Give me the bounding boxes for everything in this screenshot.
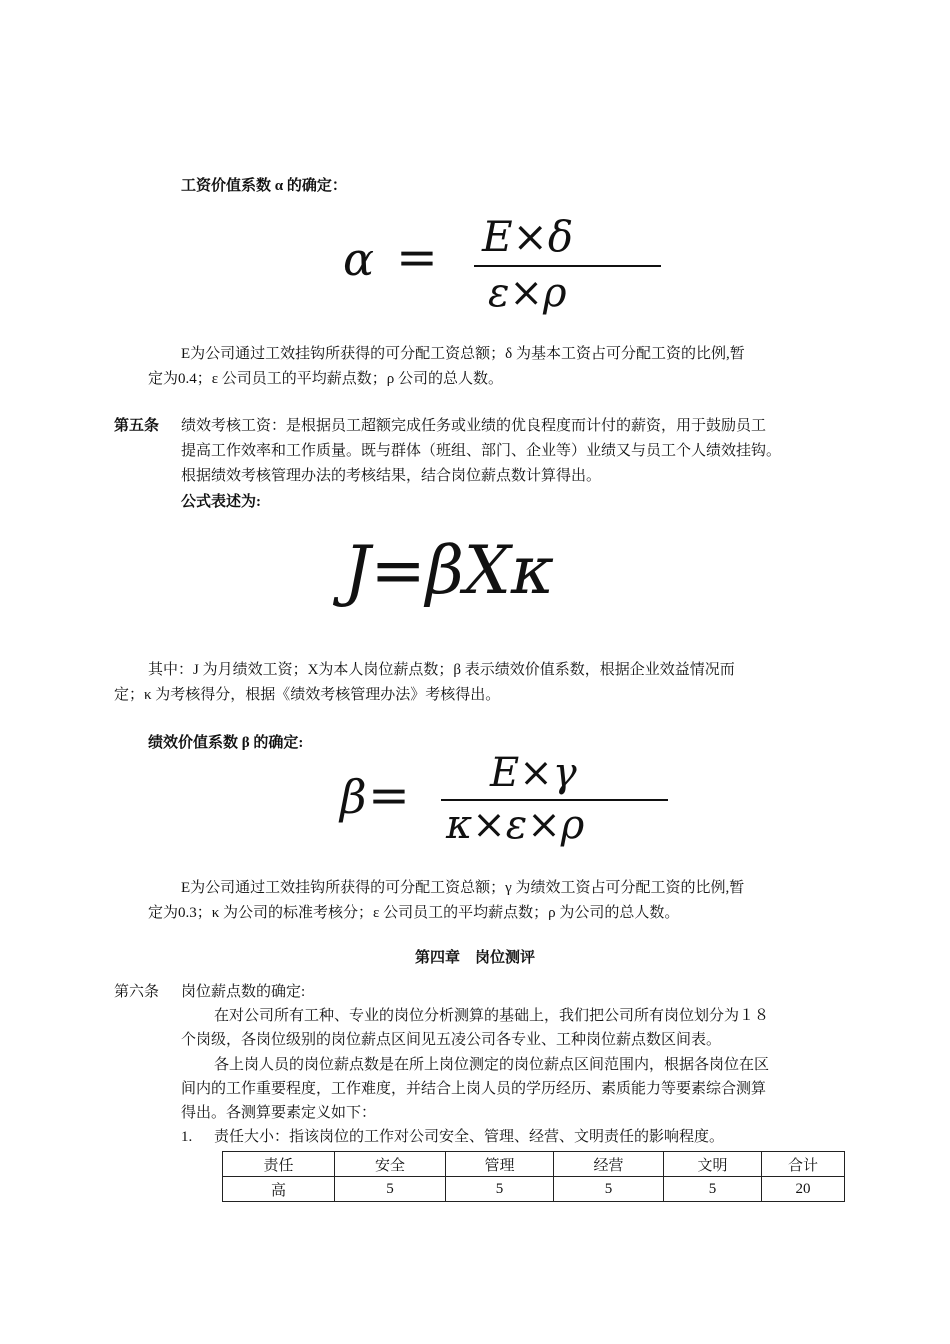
table-header-cell: 责任 — [223, 1152, 335, 1177]
table-cell: 5 — [446, 1177, 554, 1202]
responsibility-table — [222, 1151, 845, 1202]
article5-line3: 根据绩效考核管理办法的考核结果，结合岗位薪点数计算得出。 — [181, 468, 602, 484]
table-cell: 高 — [223, 1177, 335, 1202]
alpha-equals: = — [396, 228, 438, 286]
table-header-cell: 安全 — [335, 1152, 446, 1177]
table-cell: 20 — [762, 1177, 845, 1202]
beta-denominator: κ×ε×ρ — [446, 802, 585, 848]
article6-p2-line1: 各上岗人员的岗位薪点数是在所上岗位测定的岗位薪点区间范围内，根据各岗位在区 — [214, 1057, 770, 1073]
chapter-title: 第四章 岗位测评 — [414, 950, 535, 966]
j-formula: J=βXκ — [344, 532, 555, 609]
alpha-heading: 工资价值系数 α 的确定： — [181, 178, 347, 194]
article5-label: 第五条 — [114, 418, 160, 434]
table-header-cell: 经营 — [554, 1152, 664, 1177]
beta-fraction-bar — [441, 799, 668, 801]
alpha-fraction-bar — [474, 265, 661, 267]
beta-desc-line1: E为公司通过工效挂钩所获得的可分配工资总额；γ 为绩效工资占可分配工资的比例,暂 — [181, 880, 745, 896]
article6-p2-line3: 得出。各测算要素定义如下： — [181, 1105, 377, 1121]
table-header-cell: 管理 — [446, 1152, 554, 1177]
article6-title: 岗位薪点数的确定: — [181, 984, 306, 1000]
beta-lhs: β — [340, 770, 367, 824]
beta-numerator: E×γ — [490, 750, 577, 796]
item1-text: 责任大小：指该岗位的工作对公司安全、管理、经营、文明责任的影响程度。 — [214, 1129, 725, 1145]
alpha-lhs: α — [343, 232, 375, 286]
article5-where-line1: 其中：J 为月绩效工资；X为本人岗位薪点数；β 表示绩效价值系数，根据企业效益情况而 — [148, 662, 735, 678]
table-cell: 5 — [554, 1177, 664, 1202]
article5-line1: 绩效考核工资：是根据员工超额完成任务或业绩的优良程度而计付的薪资，用于鼓励员工 — [181, 418, 767, 434]
table-row — [223, 1177, 845, 1202]
article5-where-line2: 定；κ 为考核得分，根据《绩效考核管理办法》考核得出。 — [114, 687, 501, 703]
alpha-desc-line2: 定为0.4；ε 公司员工的平均薪点数；ρ 公司的总人数。 — [148, 371, 504, 387]
article6-p1-line2: 个岗级，各岗位级别的岗位薪点区间见五凌公司各专业、工种岗位薪点数区间表。 — [181, 1032, 722, 1048]
table-header-cell: 文明 — [664, 1152, 762, 1177]
article5-formula-heading: 公式表述为: — [181, 494, 261, 510]
table-header-row — [223, 1152, 845, 1177]
article5-line2: 提高工作效率和工作质量。既与群体（班组、部门、企业等）业绩又与员工个人绩效挂钩。 — [181, 443, 782, 459]
alpha-desc-line1: E为公司通过工效挂钩所获得的可分配工资总额；δ 为基本工资占可分配工资的比例,暂 — [181, 346, 745, 362]
table-header-cell: 合计 — [762, 1152, 845, 1177]
beta-equals: = — [368, 766, 410, 824]
table-cell: 5 — [664, 1177, 762, 1202]
article6-p2-line2: 间内的工作重要程度，工作难度，并结合上岗人员的学历经历、素质能力等要素综合测算 — [181, 1081, 767, 1097]
item1-number: 1. — [181, 1129, 193, 1145]
article6-p1-line1: 在对公司所有工种、专业的岗位分析测算的基础上，我们把公司所有岗位划分为１８ — [214, 1008, 770, 1024]
alpha-denominator: ε×ρ — [488, 270, 567, 316]
table-cell: 5 — [335, 1177, 446, 1202]
article6-label: 第六条 — [114, 984, 160, 1000]
alpha-numerator: E×δ — [482, 212, 574, 261]
beta-heading: 绩效价值系数 β 的确定: — [148, 735, 304, 751]
beta-desc-line2: 定为0.3；κ 为公司的标准考核分；ε 公司员工的平均薪点数；ρ 为公司的总人数。 — [148, 905, 680, 921]
